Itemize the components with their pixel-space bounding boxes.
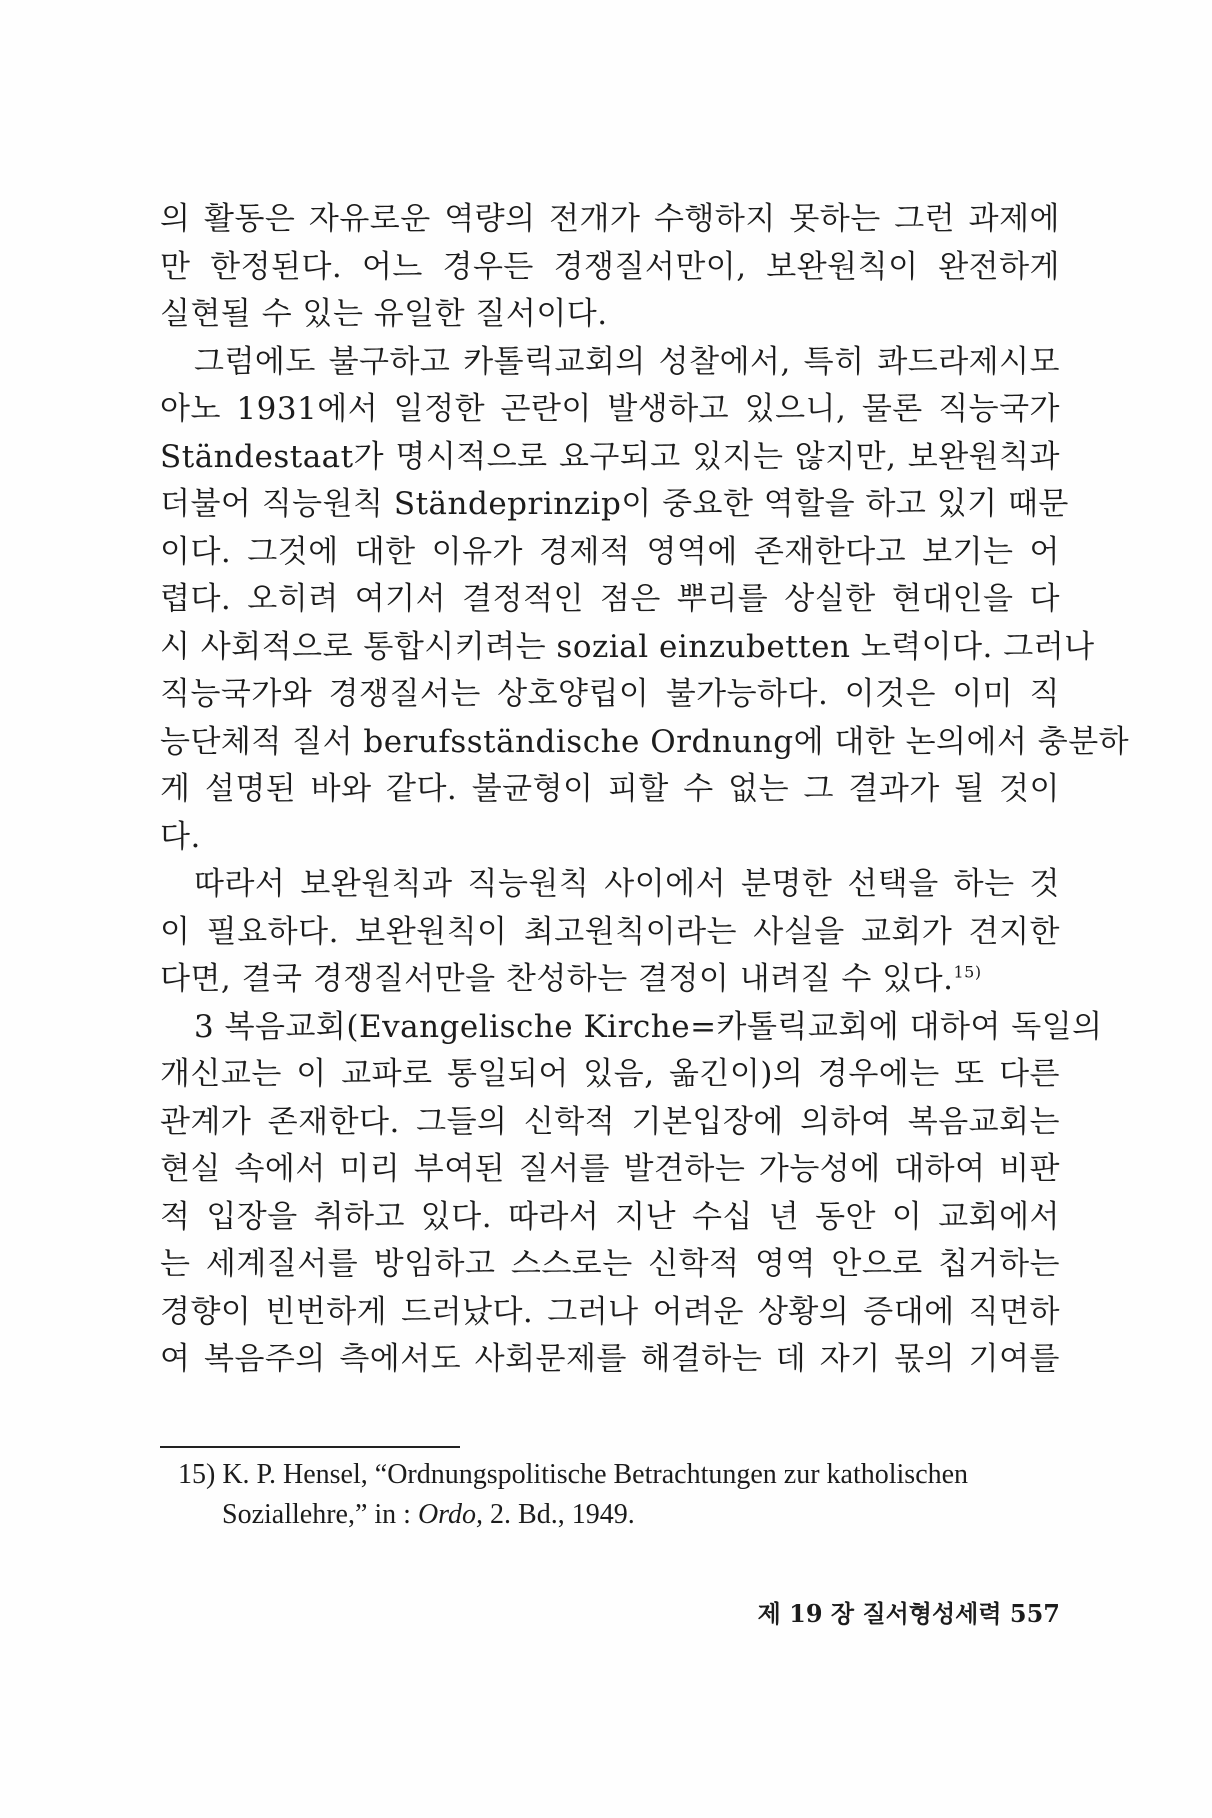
line-text: 실현될 수 있는 유일한 질서이다. xyxy=(160,296,608,332)
text-line xyxy=(160,814,1060,862)
text-line xyxy=(160,1099,1060,1147)
text-line xyxy=(160,909,1060,957)
line-text: 직능국가와 경쟁질서는 상호양립이 불가능하다. 이것은 이미 직 xyxy=(160,676,1060,712)
text-line xyxy=(160,719,1130,767)
text-line xyxy=(160,196,1060,244)
line-text: Ständestaat가 명시적으로 요구되고 있지는 않지만, 보완원칙과 xyxy=(160,438,1060,475)
line-text: 렵다. 오히려 여기서 결정적인 점은 뿌리를 상실한 현대인을 다 xyxy=(160,581,1060,617)
line-text: 개신교는 이 교파로 통일되어 있음, 옮긴이)의 경우에는 또 다른 xyxy=(160,1056,1060,1092)
text-line xyxy=(160,386,1060,434)
text-line xyxy=(160,671,1060,719)
text-line xyxy=(160,1004,1103,1052)
text-line xyxy=(160,1051,1060,1099)
text-line xyxy=(160,1146,1060,1194)
line-text: 다. xyxy=(160,818,201,855)
line-text: 아노 1931에서 일정한 곤란이 발생하고 있으니, 물론 직능국가 xyxy=(160,391,1060,427)
line-text: 적 입장을 취하고 있다. 따라서 지난 수십 년 동안 이 교회에서 xyxy=(160,1198,1060,1235)
line-text: 시 사회적으로 통합시키려는 sozial einzubetten 노력이다. 그러나 xyxy=(160,628,1095,665)
text-line xyxy=(160,1336,1060,1384)
line-text: 따라서 보완원칙과 직능원칙 사이에서 분명한 선택을 하는 것 xyxy=(194,866,1060,902)
footnote-line: 15) K. P. Hensel, “Ordnungspolitische Betrachtungen zur katholischen xyxy=(178,1459,969,1490)
text-line xyxy=(160,1289,1060,1337)
line-text: 현실 속에서 미리 부여된 질서를 발견하는 가능성에 대하여 비판 xyxy=(160,1151,1060,1187)
text-line xyxy=(160,576,1060,624)
text-line xyxy=(160,529,1060,577)
line-text: 만 한정된다. 어느 경우든 경쟁질서만이, 보완원칙이 완전하게 xyxy=(160,248,1060,285)
text-line xyxy=(160,766,1060,814)
footnote-text: 2. Bd., 1949. xyxy=(483,1499,635,1530)
footnotes xyxy=(178,1455,1060,1535)
text-line xyxy=(160,1194,1060,1242)
running-footer: 제 19 장 질서형성세력 557 xyxy=(757,1599,1060,1628)
line-text: 의 활동은 자유로운 역량의 전개가 수행하지 못하는 그런 과제에 xyxy=(160,201,1060,237)
text-line xyxy=(160,624,1095,672)
line-text: 게 설명된 바와 같다. 불균형이 피할 수 없는 그 결과가 될 것이 xyxy=(160,771,1060,807)
line-text: 능단체적 질서 berufsständische Ordnung에 대한 논의에서 충분하 xyxy=(160,723,1130,760)
text-line xyxy=(160,434,1060,482)
footnote-line xyxy=(178,1495,1060,1535)
line-text: 다면, 결국 경쟁질서만을 찬성하는 결정이 내려질 수 있다. xyxy=(160,961,954,997)
line-text: 이 필요하다. 보완원칙이 최고원칙이라는 사실을 교회가 견지한 xyxy=(160,913,1060,950)
line-text: 이다. 그것에 대한 이유가 경제적 영역에 존재한다고 보기는 어 xyxy=(160,533,1060,570)
text-line xyxy=(160,1241,1060,1289)
line-text: 관계가 존재한다. 그들의 신학적 기본입장에 의하여 복음교회는 xyxy=(160,1103,1060,1140)
line-text: 경향이 빈번하게 드러났다. 그러나 어려운 상황의 증대에 직면하 xyxy=(160,1293,1060,1330)
text-line xyxy=(160,861,1060,909)
footnote-separator xyxy=(160,1446,460,1448)
footnote-marker: 15) xyxy=(953,962,982,982)
line-text: 더불어 직능원칙 Ständeprinzip이 중요한 역할을 하고 있기 때문 xyxy=(160,486,1069,522)
line-text: 여 복음주의 측에서도 사회문제를 해결하는 데 자기 몫의 기여를 xyxy=(160,1341,1060,1377)
line-text: 는 세계질서를 방임하고 스스로는 신학적 영역 안으로 칩거하는 xyxy=(160,1246,1060,1282)
line-text: 그럼에도 불구하고 카톨릭교회의 성찰에서, 특히 콰드라제시모 xyxy=(194,343,1060,380)
body-text xyxy=(160,196,1130,1384)
text-line xyxy=(160,291,1060,339)
text-line xyxy=(160,339,1060,387)
text-line xyxy=(160,244,1060,292)
footnote-text: Soziallehre,” in : xyxy=(222,1499,418,1530)
line-text: 3 복음교회(Evangelische Kirche=카톨릭교회에 대하여 독일의 xyxy=(194,1008,1103,1045)
journal-title: Ordo, xyxy=(417,1499,484,1530)
text-line xyxy=(160,481,1069,529)
text-line xyxy=(160,956,1060,1004)
